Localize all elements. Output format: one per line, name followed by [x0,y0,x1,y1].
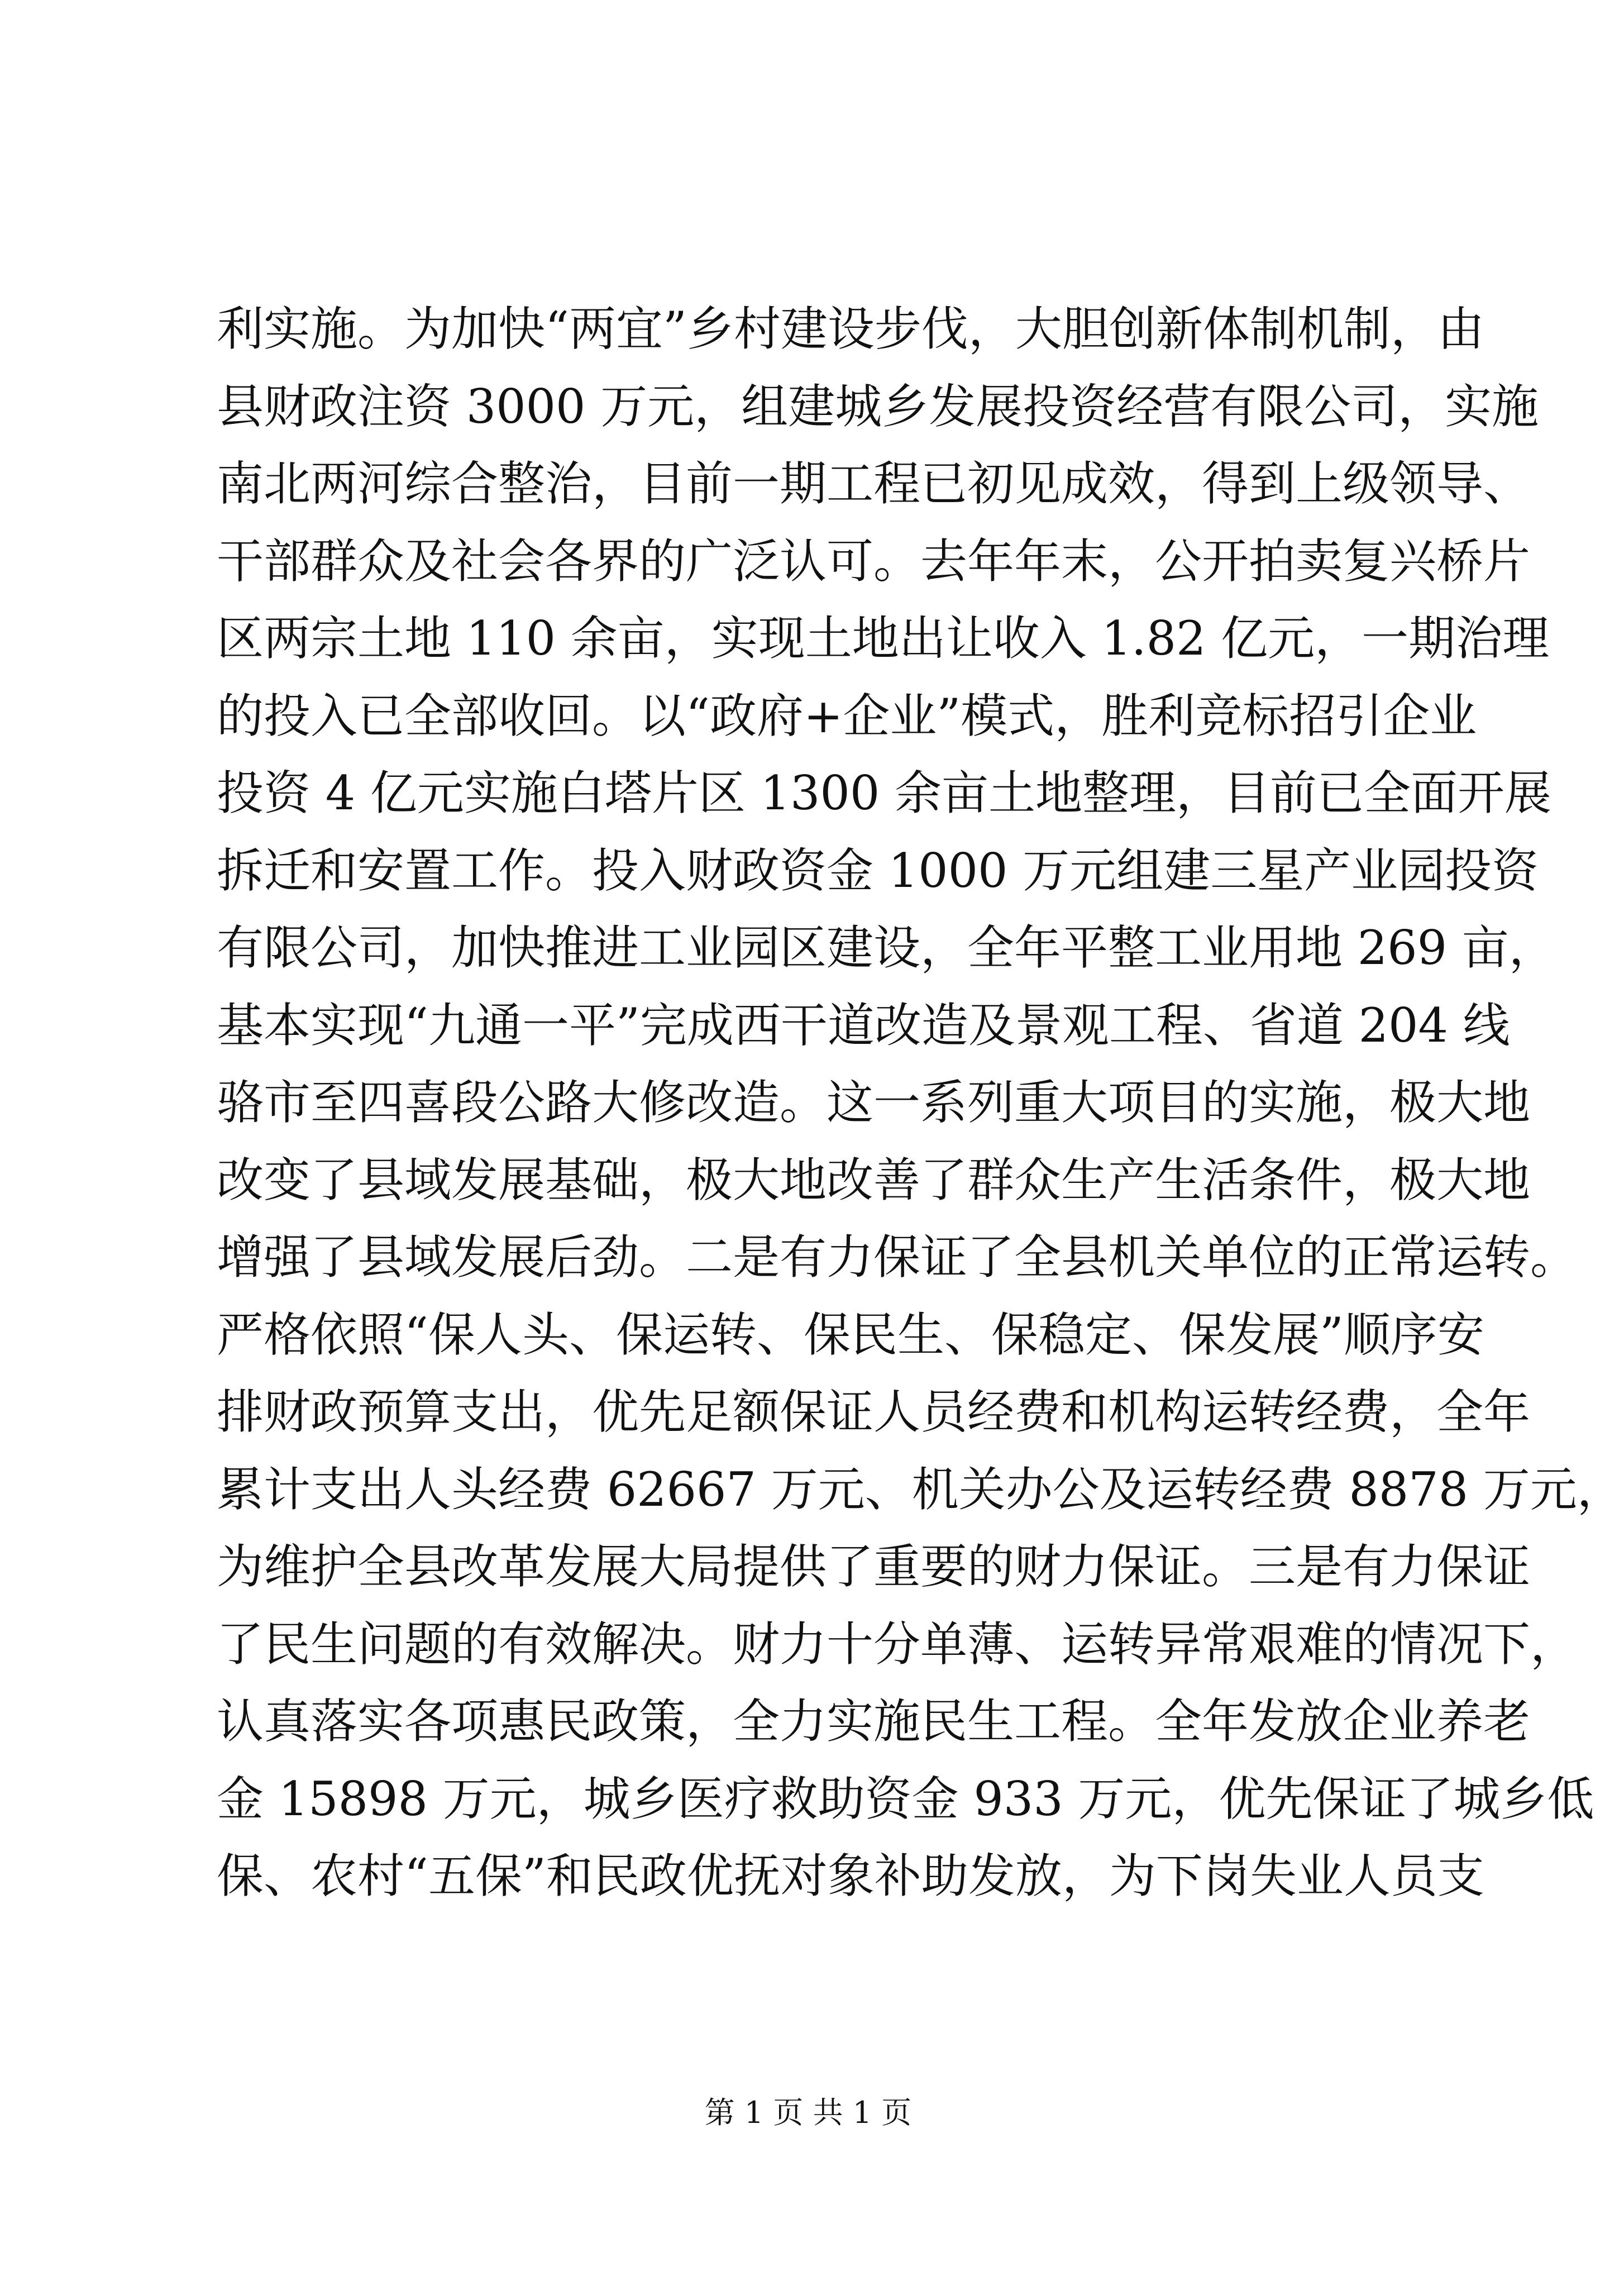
text-line: 认真落实各项惠民政策，全力实施民生工程。全年发放企业养老 [217,1694,1531,1749]
text-line: 增强了县域发展后劲。二是有力保证了全县机关单位的正常运转。 [217,1230,1578,1285]
text-line: 利实施。为加快“两宜”乡村建设步伐，大胆创新体制机制，由 [217,302,1484,356]
text-line: 累计支出人头经费 62667 万元、机关办公及运转经费 8878 万元， [217,1462,1624,1517]
text-line: 保、农村“五保”和民政优抚对象补助发放，为下岗失业人员支 [217,1849,1484,1903]
text-line: 拆迁和安置工作。投入财政资金 1000 万元组建三星产业园投资 [217,843,1539,898]
text-line: 投资 4 亿元实施白塔片区 1300 余亩土地整理，目前已全面开展 [217,766,1552,820]
text-line: 严格依照“保人头、保运转、保民生、保稳定、保发展”顺序安 [217,1307,1484,1362]
page-footer: 第 1 页 共 1 页 [704,2095,912,2130]
text-line: 有限公司，加快推进工业园区建设，全年平整工业用地 269 亩， [217,920,1556,975]
text-line: 排财政预算支出，优先足额保证人员经费和机构运转经费，全年 [217,1385,1531,1439]
text-line: 的投入已全部收回。以“政府+企业”模式，胜利竞标招引企业 [217,688,1477,743]
text-line: 基本实现“九通一平”完成西干道改造及景观工程、省道 204 线 [217,998,1510,1053]
body-text [217,290,1624,1915]
text-line: 南北两河综合整治，目前一期工程已初见成效，得到上级领导、 [217,456,1531,511]
text-line: 骆市至四喜段公路大修改造。这一系列重大项目的实施，极大地 [217,1075,1531,1130]
text-line: 为维护全县改革发展大局提供了重要的财力保证。三是有力保证 [217,1539,1531,1594]
text-line: 金 15898 万元，城乡医疗救助资金 933 万元，优先保证了城乡低 [217,1771,1594,1826]
text-line: 干部群众及社会各界的广泛认可。去年年末，公开拍卖复兴桥片 [217,533,1531,589]
text-line: 改变了县域发展基础，极大地改善了群众生产生活条件，极大地 [217,1152,1531,1208]
text-line: 了民生问题的有效解决。财力十分单薄、运转异常艰难的情况下， [217,1616,1578,1672]
text-line: 区两宗土地 110 余亩，实现土地出让收入 1.82 亿元，一期治理 [217,611,1550,666]
text-line: 县财政注资 3000 万元，组建城乡发展投资经营有限公司，实施 [217,379,1539,434]
